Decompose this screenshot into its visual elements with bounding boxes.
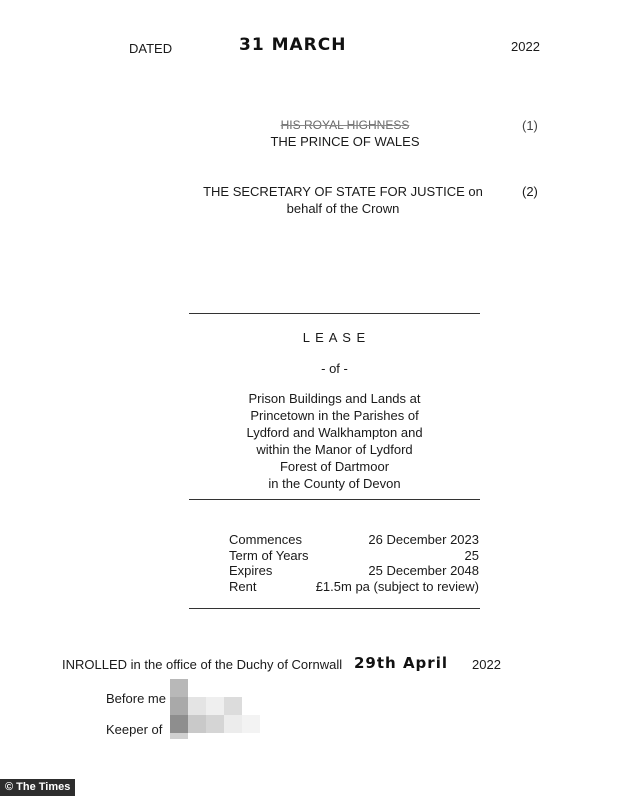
term-label: Rent <box>229 578 257 594</box>
dated-label: DATED <box>129 41 173 56</box>
term-label: Term of Years <box>229 547 309 563</box>
before-me-label: Before me <box>106 691 166 706</box>
divider-top <box>189 313 480 314</box>
inrolled-handwritten-date: 29th April <box>354 654 448 672</box>
divider-middle <box>189 499 480 500</box>
divider-bottom <box>189 608 480 609</box>
inrolled-text: INROLLED in the office of the Duchy of Cornwall <box>62 657 343 672</box>
party-1-number: (1) <box>522 118 538 133</box>
term-row <box>229 579 479 595</box>
party-1-line1: HIS ROYAL HIGHNESS <box>280 118 410 132</box>
dated-handwritten: 31 MARCH <box>239 35 347 55</box>
description-line: in the County of Devon <box>268 476 401 491</box>
term-row <box>229 532 479 548</box>
term-value: 25 <box>464 547 479 563</box>
lease-heading: L E A S E <box>302 330 367 345</box>
description-line: Lydford and Walkhampton and <box>246 425 423 440</box>
term-value: £1.5m pa (subject to review) <box>315 578 479 594</box>
description-line: Princetown in the Parishes of <box>250 408 419 423</box>
keeper-of-label: Keeper of <box>106 722 163 737</box>
term-row <box>229 548 479 564</box>
property-description <box>189 390 480 492</box>
inrolled-year: 2022 <box>472 657 501 672</box>
term-row <box>229 563 479 579</box>
description-line: Prison Buildings and Lands at <box>248 391 421 406</box>
term-value: 26 December 2023 <box>368 532 479 547</box>
party-2-line2: behalf of the Crown <box>286 201 400 216</box>
term-value: 25 December 2048 <box>368 563 479 578</box>
credit-badge: © The Times <box>0 779 75 796</box>
lease-terms <box>229 532 479 594</box>
party-2-line1: THE SECRETARY OF STATE FOR JUSTICE on <box>203 184 483 199</box>
party-2-number: (2) <box>522 184 538 199</box>
description-line: within the Manor of Lydford <box>256 442 413 457</box>
party-1-line2: THE PRINCE OF WALES <box>270 134 420 149</box>
term-label: Expires <box>229 563 273 578</box>
header-year: 2022 <box>511 39 540 54</box>
description-line: Forest of Dartmoor <box>279 459 390 474</box>
lease-of: - of - <box>321 361 348 376</box>
term-label: Commences <box>229 532 302 547</box>
